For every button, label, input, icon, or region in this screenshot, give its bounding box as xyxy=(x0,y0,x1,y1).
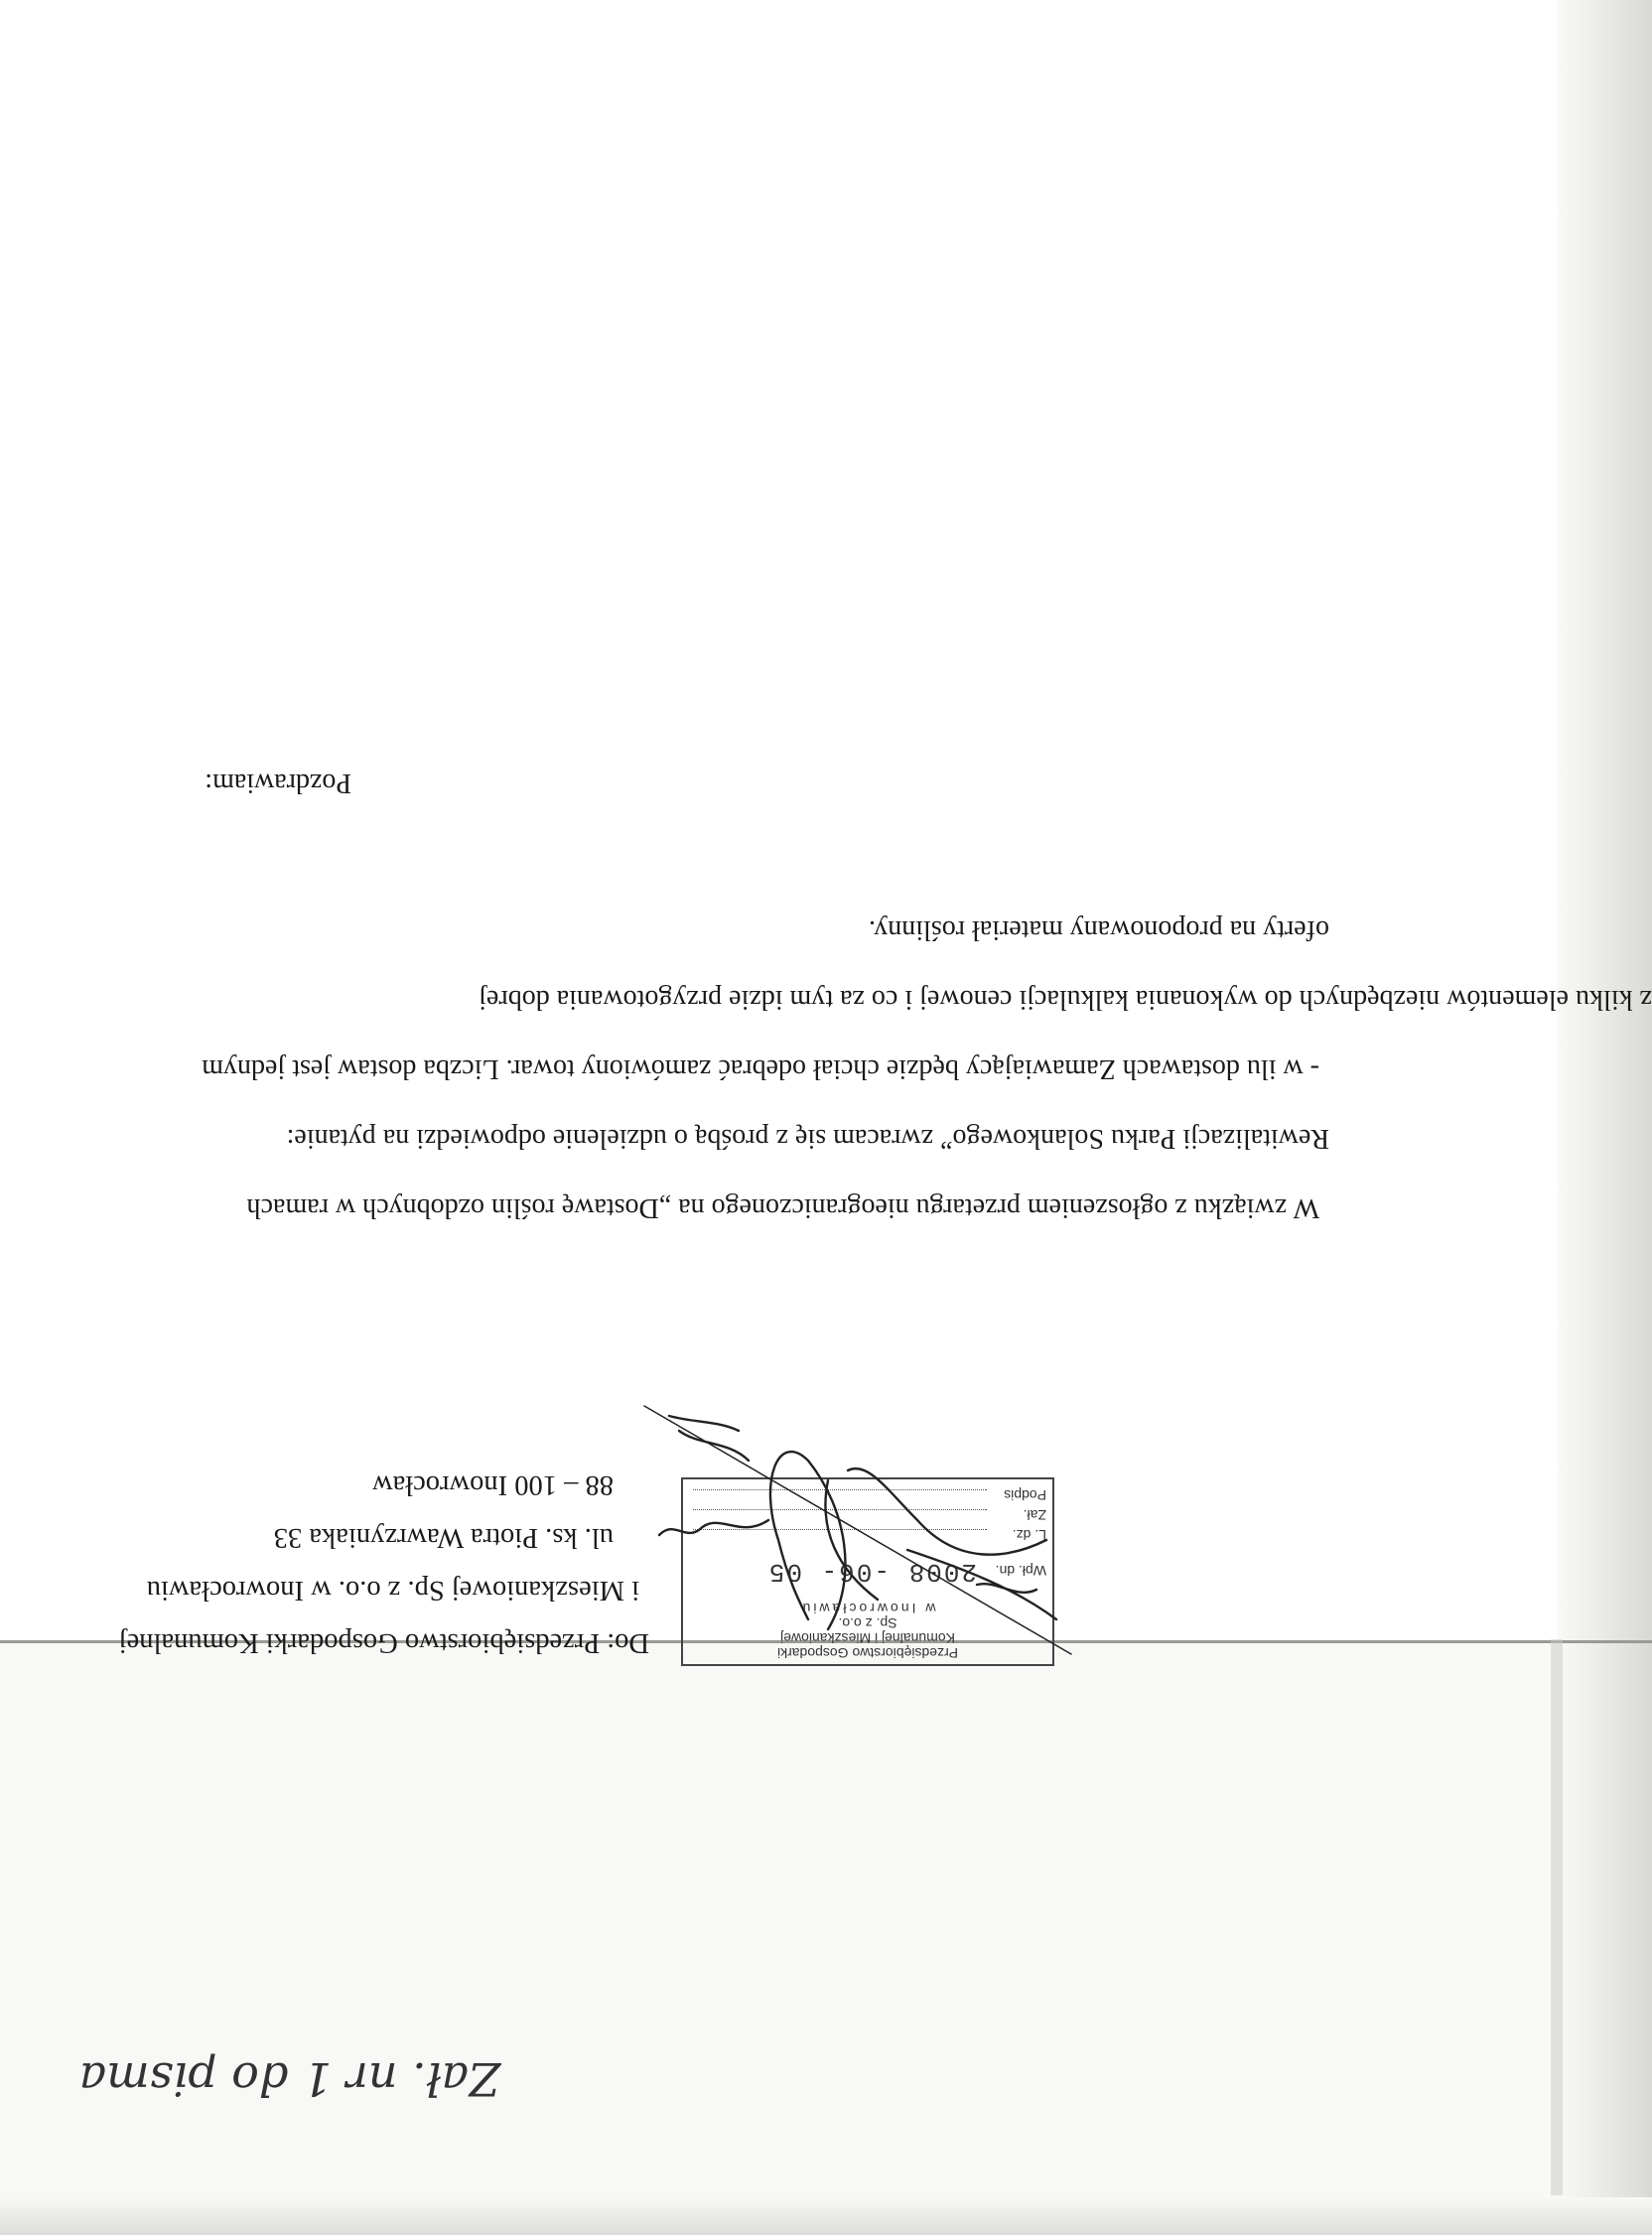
stamp-field-label: L. dz. xyxy=(1012,1527,1046,1543)
letter-body xyxy=(103,895,1652,1242)
recipient-street: ul. ks. Piotra Wawrzyniaka 33 xyxy=(273,1522,614,1553)
body-paragraph: - w ilu dostawach Zamawiający będzie chciał odebrać zamówiony towar. Liczba dostaw jest jednym xyxy=(202,1053,1319,1084)
closing-salutation: Pozdrawiam: xyxy=(205,768,351,798)
body-paragraph: z kilku elementów niezbędnych do wykonania kalkulacji cenowej i co za tym idzie przygotowania dobrej xyxy=(479,984,1652,1015)
stamp-field-label: Podpis xyxy=(1004,1487,1046,1503)
stamp-date-label: Wpł. dn. xyxy=(995,1563,1046,1579)
scan-edge-top xyxy=(0,2197,1652,2235)
stamp-org-line: Komunalnej i Mieszkaniowej xyxy=(780,1630,955,1646)
body-paragraph: W związku z ogłoszeniem przetargu nieograniczonego na „Dostawę roślin ozdobnych w ramach xyxy=(246,1192,1319,1223)
body-paragraph: oferty na proponowany materiał roślinny. xyxy=(869,914,1329,945)
stamp-org-line: Sp. z o.o. xyxy=(838,1615,897,1631)
body-paragraph: Rewitalizacji Parku Solankowego” zwracam się z prośbą o udzielenie odpowiedzi na pytanie: xyxy=(286,1123,1329,1154)
handwritten-attachment-note: Zał. nr 1 do pisma xyxy=(78,2052,500,2106)
handwritten-signature xyxy=(639,1401,1076,1659)
stamp-date-value: 2008 -06- 05 xyxy=(766,1557,977,1587)
recipient-address xyxy=(119,1459,649,1669)
recipient-city: 88 – 100 Inowrocław xyxy=(372,1469,614,1500)
recipient-line: i Mieszkaniowej Sp. z o.o. w Inowrocławiu xyxy=(146,1575,639,1606)
stamp-field-label: Zał. xyxy=(1023,1507,1046,1523)
stamp-org-line: w Inowrocławiu xyxy=(799,1601,936,1616)
recipient-line: Do: Przedsiębiorstwo Gospodarki Komunalnej xyxy=(118,1627,649,1658)
scan-noise xyxy=(1551,1639,1563,2195)
stamp-org-line: Przedsiębiorstwo Gospodarki xyxy=(776,1645,959,1661)
